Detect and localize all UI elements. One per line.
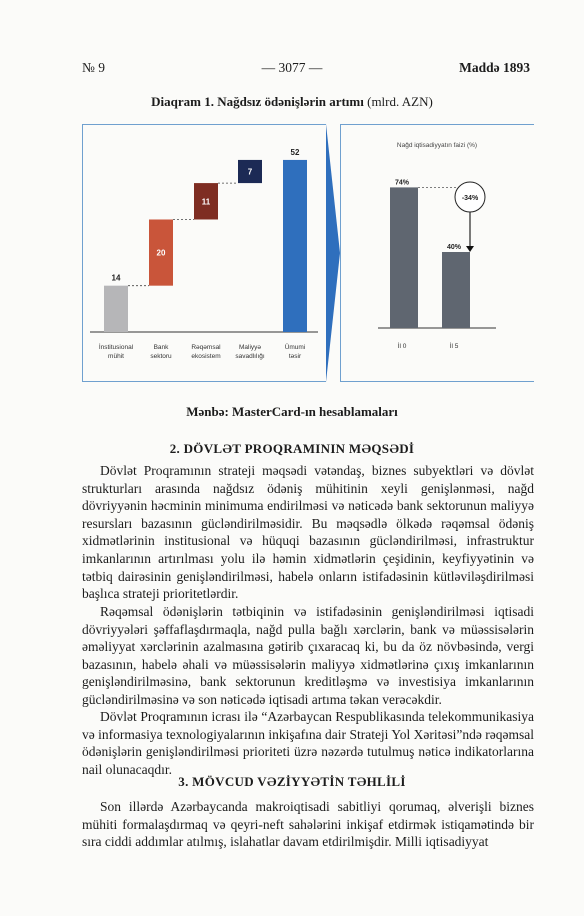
connector-arrow bbox=[326, 124, 340, 382]
category-label: Rəqəmsal bbox=[191, 344, 221, 351]
figure-title-unit: (mlrd. AZN) bbox=[363, 94, 433, 109]
data-label: 74% bbox=[394, 179, 410, 187]
category-label: Maliyyə bbox=[238, 344, 262, 351]
waterfall-chart bbox=[90, 148, 318, 360]
figure-title-main: Diaqram 1. Nağdsız ödənişlərin artımı bbox=[151, 94, 364, 109]
cash-share-chart bbox=[378, 142, 496, 350]
paragraph: Dövlət Proqramının icrası ilə “Azərbaycan Respublikasında telekommunikasiya və informasiya texnologiyalarının inkişafına dair Strateji Yol Xəritəsi”ndə rəqəmsal ödənişlərin genişləndirilməsi prioriteti üzrə nəzərdə tutulmuş nəticə indikatorlarına nail olunacaqdır. bbox=[82, 709, 534, 777]
article-number: Maddə 1893 bbox=[459, 60, 530, 75]
data-label: 11 bbox=[201, 197, 211, 207]
category-label: təsir bbox=[288, 353, 302, 360]
category-label: İl 0 bbox=[397, 343, 407, 350]
data-label: 40% bbox=[446, 244, 462, 251]
data-label: 52 bbox=[290, 147, 300, 157]
bar bbox=[442, 252, 470, 328]
figure-source: Mənbə: MasterCard-ın hesablamaları bbox=[186, 404, 398, 419]
paragraph: Dövlət Proqramının strateji məqsədi vətəndaş, biznes subyektləri və dövlət strukturları arasında nağdsız ödəniş mühitinin xeyli genişlənməsi, nağd dövriyyənin həcminin minimuma endirilməsi və nəticədə bank sektorunun maliyyə resursları bazasının gücləndirilməsidir. Bu məqsədlə ölkədə rəqəmsal ödəniş xidmətlərinin institusional və hüquqi bazasının gücləndirilməsi, infrastruktur imkanlarının artırılması yolu ilə həmin xidmətlərin çeşidinin, keyfiyyətinin və tətbiq dairəsinin genişləndirilməsi, habelə onların istifadəsinin kütləviləşdirilməsi başlıca strateji prioritetlərdir. bbox=[82, 463, 534, 602]
bar bbox=[283, 160, 307, 332]
category-label: Bank bbox=[153, 344, 169, 351]
category-label: mühit bbox=[108, 353, 124, 360]
data-label: 20 bbox=[156, 248, 166, 258]
data-label: 7 bbox=[247, 167, 253, 177]
category-label: İl 5 bbox=[449, 343, 459, 350]
bar bbox=[390, 187, 418, 328]
category-label: savadlılığı bbox=[235, 353, 265, 360]
section-2-heading: 2. DÖVLƏT PROQRAMININ MƏQSƏDİ bbox=[169, 441, 415, 456]
section-3-heading: 3. MÖVCUD VƏZİYYƏTİN TƏHLİLİ bbox=[178, 774, 406, 789]
change-arrow-head bbox=[466, 246, 474, 252]
category-label: İnstitusional bbox=[98, 344, 134, 351]
paragraph: Rəqəmsal ödənişlərin tətbiqinin və istifadəsinin genişləndirilməsi iqtisadi dövriyyələri şəffaflaşdırmaqla, nağd pulla bağlı xərclərin, bank və müəssisələrin əməliyyat xərclərinin azalmasına gətirib çıxaracaq ki, bu da öz növbəsində, vergi bazasının, habelə əhali və müəssisələrin maliyyə xidmətlərinə çıxış imkanlarının genişləndirilməsinə, bank sektorunun kreditləşmə və investisiya imkanlarının gücləndirilməsinə və son nəticədə iqtisadi artıma təkan verəcəkdir. bbox=[82, 604, 534, 707]
page-number: № 9 bbox=[82, 60, 106, 75]
data-label: 14 bbox=[111, 273, 121, 283]
paragraph: Son illərdə Azərbaycanda makroiqtisadi sabitliyi qorumaq, əlverişli biznes mühiti formalaşdırmaq və qeyri-neft sahələrini inkişaf etdirmək istiqamətində bir sıra ciddi addımlar atılmış, islahatlar davam etdirilmişdir. Milli iqtisadiyyat bbox=[82, 799, 534, 850]
change-annotation: -34% bbox=[461, 195, 479, 202]
chart-title: Nağd iqtisadiyyatın faizi (%) bbox=[396, 142, 478, 149]
category-label: ekosistem bbox=[191, 353, 221, 360]
page-counter: — 3077 — bbox=[261, 60, 323, 75]
category-label: sektoru bbox=[150, 353, 172, 360]
chart-area bbox=[0, 0, 584, 400]
bar bbox=[104, 286, 128, 332]
category-label: Ümumi bbox=[284, 344, 306, 351]
